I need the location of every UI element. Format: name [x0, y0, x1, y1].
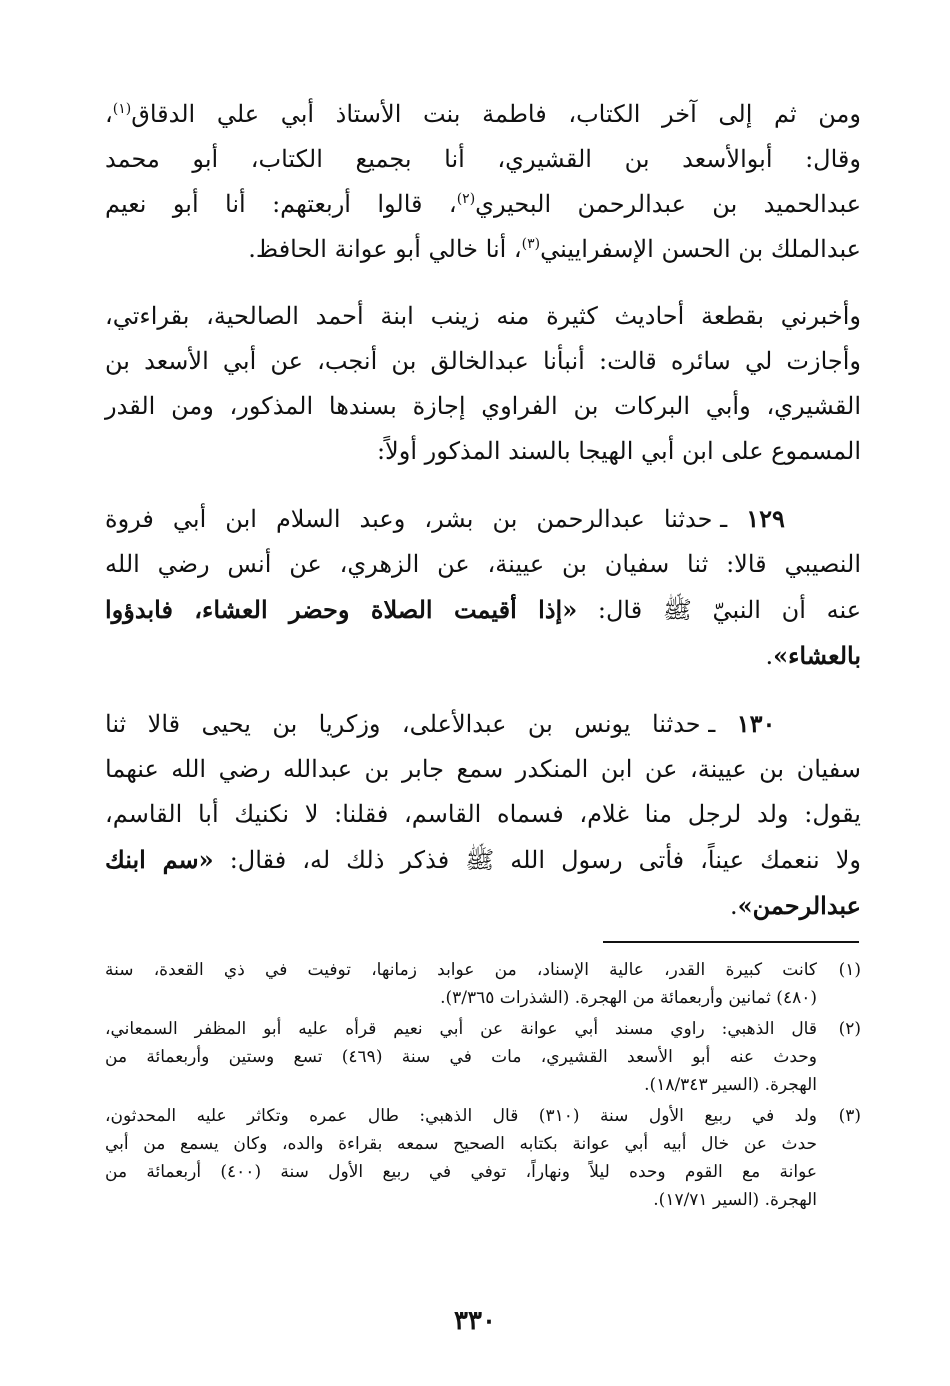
hadith-quote: «إذا أقيمت الصلاة وحضر العشاء، فابدؤوا [105, 595, 578, 624]
text-line: النصيبي قالا: ثنا سفيان بن عيينة، عن الزهري، عن أنس رضي الله [105, 550, 861, 578]
text-line: وأجازت لي سائره قالت: أنبأنا عبدالخالق بن أنجب، عن أبي الأسعد بن [105, 347, 861, 375]
text-line [105, 701, 861, 747]
text-segment: عنه أن النبيّ ﷺ قال: [577, 596, 862, 624]
footnote-line: عوانة مع القوم وحده ليلاً ونهاراً، توفي في ربيع الأول سنة (٤٠٠) أربعمائة من [105, 1162, 817, 1182]
text-segment: عبدالملك بن الحسن الإسفراييني [540, 235, 861, 263]
footnote-line: ولد في ربيع الأول سنة (٣١٠) قال الذهبي: طال عمره وتكاثر عليه المحدثون، [105, 1106, 817, 1126]
text-segment: ومن ثم إلى آخر الكتاب، فاطمة بنت الأستاذ أبي علي الدقاق [131, 100, 861, 128]
text-segment: ، أنا خالي أبو عوانة الحافظ. [248, 235, 522, 263]
footnote-line: الهجرة. (السير ١٧/٧١). [653, 1190, 817, 1210]
text-segment: ـ حدثنا يونس بن عبدالأعلى، وزكريا بن يحيى قالا ثنا [105, 710, 716, 738]
footnote-line: قال الذهبي: راوي مسند أبي عوانة عن أبي نعيم قرأه عليه أبو المظفر السمعاني، [105, 1019, 817, 1039]
footnote-line: (٤٨٠) ثمانين وأربعمائة من الهجرة. (الشذرات ٣/٣٦٥). [440, 988, 817, 1008]
footnote-body [105, 1102, 817, 1214]
text-line [105, 837, 861, 883]
hadith-129 [105, 496, 861, 679]
text-segment: . [729, 892, 738, 920]
footnote-2 [105, 1015, 861, 1099]
text-line [105, 92, 861, 137]
footnote-ref-3: (٣) [521, 236, 541, 252]
footnote-3 [105, 1102, 861, 1214]
text-segment: . [765, 642, 774, 670]
footnote-line: الهجرة. (السير ١٨/٣٤٣). [644, 1075, 817, 1095]
text-segment: ولا ننعمك عيناً، فأتى رسول الله ﷺ فذكر ذلك له، فقال: [213, 846, 861, 874]
footnote-body [105, 956, 817, 1012]
footnote-number: (٢) [838, 1019, 861, 1039]
footnote-1 [105, 956, 861, 1012]
text-line [105, 883, 861, 929]
hadith-130 [105, 701, 861, 929]
hadith-number: ١٣٠ [736, 709, 776, 738]
footnote-ref-1: (١) [112, 101, 132, 117]
text-line: وأخبرني بقطعة أحاديث كثيرة منه زينب ابنة أحمد الصالحية، بقراءتي، [105, 302, 861, 330]
text-line: سفيان بن عيينة، عن ابن المنكدر سمع جابر بن عبدالله رضي الله عنهما [105, 755, 861, 783]
text-line [105, 182, 861, 227]
text-segment: ، [105, 100, 113, 128]
main-text [105, 92, 861, 929]
text-line: القشيري، وأبي البركات بن الفراوي إجازة بسندها المذكور، ومن القدر [105, 392, 861, 420]
footnote-ref-2: (٢) [456, 191, 476, 207]
text-line [105, 587, 861, 633]
footnote-line: وحدث عنه أبو الأسعد القشيري، مات في سنة (٤٦٩) تسع وستين وأربعمائة من [105, 1047, 817, 1067]
text-segment: ، قالوا أربعتهم: أنا أبو نعيم [105, 190, 457, 218]
hadith-quote: بالعشاء» [773, 641, 861, 670]
text-line: يقول: ولد لرجل منا غلام، فسماه القاسم، فقلنا: لا نكنيك أبا القاسم، [105, 800, 861, 828]
hadith-quote: عبدالرحمن» [737, 891, 861, 920]
page-number: ٣٣٠ [454, 1306, 496, 1336]
hadith-quote: «سم ابنك [105, 845, 214, 874]
hadith-number: ١٢٩ [746, 504, 785, 533]
text-line [105, 633, 861, 679]
text-segment: عبدالحميد بن عبدالرحمن البحيري [475, 190, 862, 218]
paragraph-isnad-2 [105, 294, 861, 474]
footnote-separator [603, 941, 859, 943]
footnote-number: (١) [838, 960, 861, 980]
footnote-number: (٣) [838, 1106, 861, 1126]
footnote-line: كانت كبيرة القدر، عالية الإسناد، من عوابد زمانها، توفيت في ذي القعدة، سنة [105, 960, 817, 980]
text-line: وقال: أبوالأسعد بن القشيري، أنا بجميع الكتاب، أبو محمد [105, 145, 861, 173]
text-segment: ـ حدثنا عبدالرحمن بن بشر، وعبد السلام ابن أبي فروة [105, 505, 728, 533]
text-line: المسموع على ابن أبي الهيجا بالسند المذكور أولاً: [376, 437, 861, 465]
text-line [105, 496, 861, 542]
text-line [105, 227, 861, 272]
footnotes [105, 956, 861, 1217]
footnote-line: حدث عن خال أبيه أبي عوانة بكتابه الصحيح سمعه بقراءة والده، وكان يسمع من أبي [105, 1134, 817, 1154]
paragraph-isnad-1 [105, 92, 861, 272]
footnote-body [105, 1015, 817, 1099]
